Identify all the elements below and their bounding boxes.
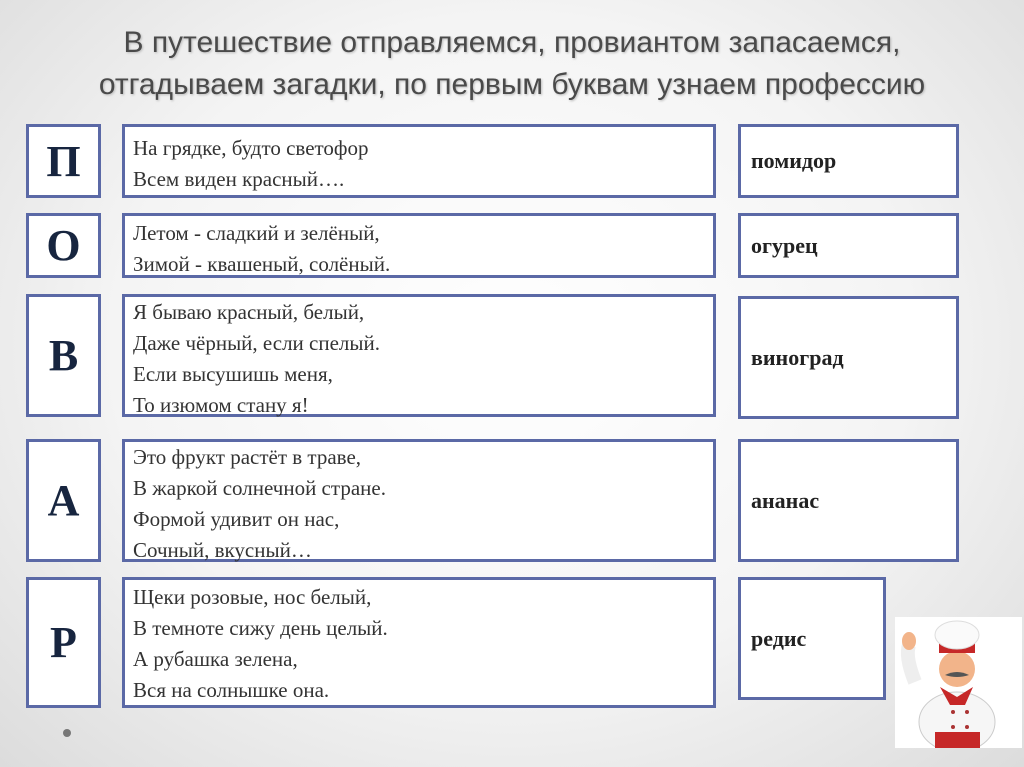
riddle-box-4 bbox=[122, 439, 716, 562]
letter-box-a: А bbox=[26, 439, 101, 562]
letter-box-v: В bbox=[26, 294, 101, 417]
riddle-line: Вся на солнышке она. bbox=[133, 678, 330, 702]
riddle-line: Зимой - квашеный, солёный. bbox=[133, 252, 391, 276]
riddle-line: На грядке, будто светофор bbox=[133, 136, 369, 160]
riddle-line: Всем виден красный…. bbox=[133, 167, 345, 191]
riddle-line: А рубашка зелена, bbox=[133, 647, 298, 671]
riddle-line: То изюмом стану я! bbox=[133, 393, 309, 417]
riddle-box-2 bbox=[122, 213, 716, 278]
riddle-box-5 bbox=[122, 577, 716, 708]
riddle-line: Щеки розовые, нос белый, bbox=[133, 585, 372, 609]
answer-box-4: ананас bbox=[738, 439, 959, 562]
letter-box-r: Р bbox=[26, 577, 101, 708]
riddle-line: Летом - сладкий и зелёный, bbox=[133, 221, 380, 245]
riddle-line: В темноте сижу день целый. bbox=[133, 616, 388, 640]
chef-illustration bbox=[895, 617, 1022, 748]
answer-box-3: виноград bbox=[738, 296, 959, 419]
title-line-2: отгадываем загадки, по первым буквам узнаем профессию bbox=[98, 68, 926, 101]
riddle-line: Это фрукт растёт в траве, bbox=[133, 445, 362, 469]
slide-title bbox=[0, 22, 1024, 106]
riddle-line: Сочный, вкусный… bbox=[133, 538, 312, 562]
answer-box-1: помидор bbox=[738, 124, 959, 198]
riddle-line: Если высушишь меня, bbox=[133, 362, 333, 386]
answer-box-2: огурец bbox=[738, 213, 959, 278]
bullet-dot bbox=[63, 729, 71, 737]
riddle-line: Формой удивит он нас, bbox=[133, 507, 340, 531]
riddle-box-3 bbox=[122, 294, 716, 417]
riddle-line: Даже чёрный, если спелый. bbox=[133, 331, 381, 355]
riddle-box-1 bbox=[122, 124, 716, 198]
letter-box-p: П bbox=[26, 124, 101, 198]
answer-box-5: редис bbox=[738, 577, 886, 700]
riddle-line: В жаркой солнечной стране. bbox=[133, 476, 386, 500]
title-line-1: В путешествие отправляемся, провиантом запасаемся, bbox=[123, 26, 901, 59]
letter-box-o: О bbox=[26, 213, 101, 278]
riddle-line: Я бываю красный, белый, bbox=[133, 300, 365, 324]
